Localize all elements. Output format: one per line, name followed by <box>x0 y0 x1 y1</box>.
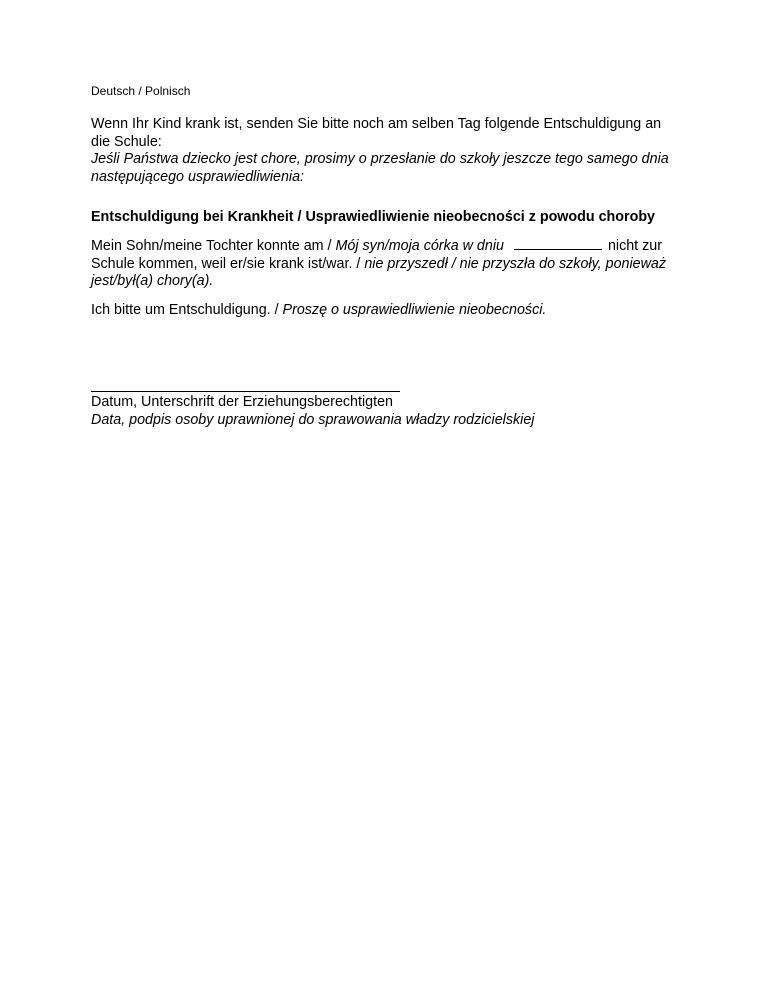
intro-polish: Jeśli Państwa dziecko jest chore, prosimy o przesłanie do szkoły jeszcze tego samego dnia następującego usprawiedliwienia: <box>91 151 669 185</box>
request-german: Ich bitte um Entschuldigung. / <box>91 302 283 318</box>
signature-line[interactable] <box>91 391 400 392</box>
intro-german: Wenn Ihr Kind krank ist, senden Sie bitte noch am selben Tag folgende Entschuldigung an die Schule: <box>91 116 662 150</box>
signature-german: Datum, Unterschrift der Erziehungsberechtigten <box>91 394 393 410</box>
absence-statement <box>91 237 681 291</box>
request-polish: Proszę o usprawiedliwienie nieobecności. <box>282 302 547 318</box>
statement-german-start: Mein Sohn/meine Tochter konnte am / <box>91 238 336 254</box>
signature-polish: Data, podpis osoby uprawnionej do sprawowania władzy rodzicielskiej <box>91 411 535 428</box>
intro-paragraph <box>91 116 681 186</box>
statement-polish-end: nie przyszedł / nie przyszła do szkoły, ponieważ jest/był(a) chory(a). <box>91 255 667 290</box>
language-pair-label: Deutsch / Polnisch <box>91 84 191 98</box>
excuse-request <box>91 302 681 320</box>
form-title: Entschuldigung bei Krankheit / Usprawiedliwienie nieobecności z powodu choroby <box>91 209 656 225</box>
signature-caption <box>91 394 534 429</box>
date-blank-field[interactable] <box>514 237 602 250</box>
statement-polish-start: Mój syn/moja córka w dniu <box>335 238 504 254</box>
statement-german-end: nicht zur Schule kommen, weil er/sie krank ist/war. / <box>91 238 662 272</box>
